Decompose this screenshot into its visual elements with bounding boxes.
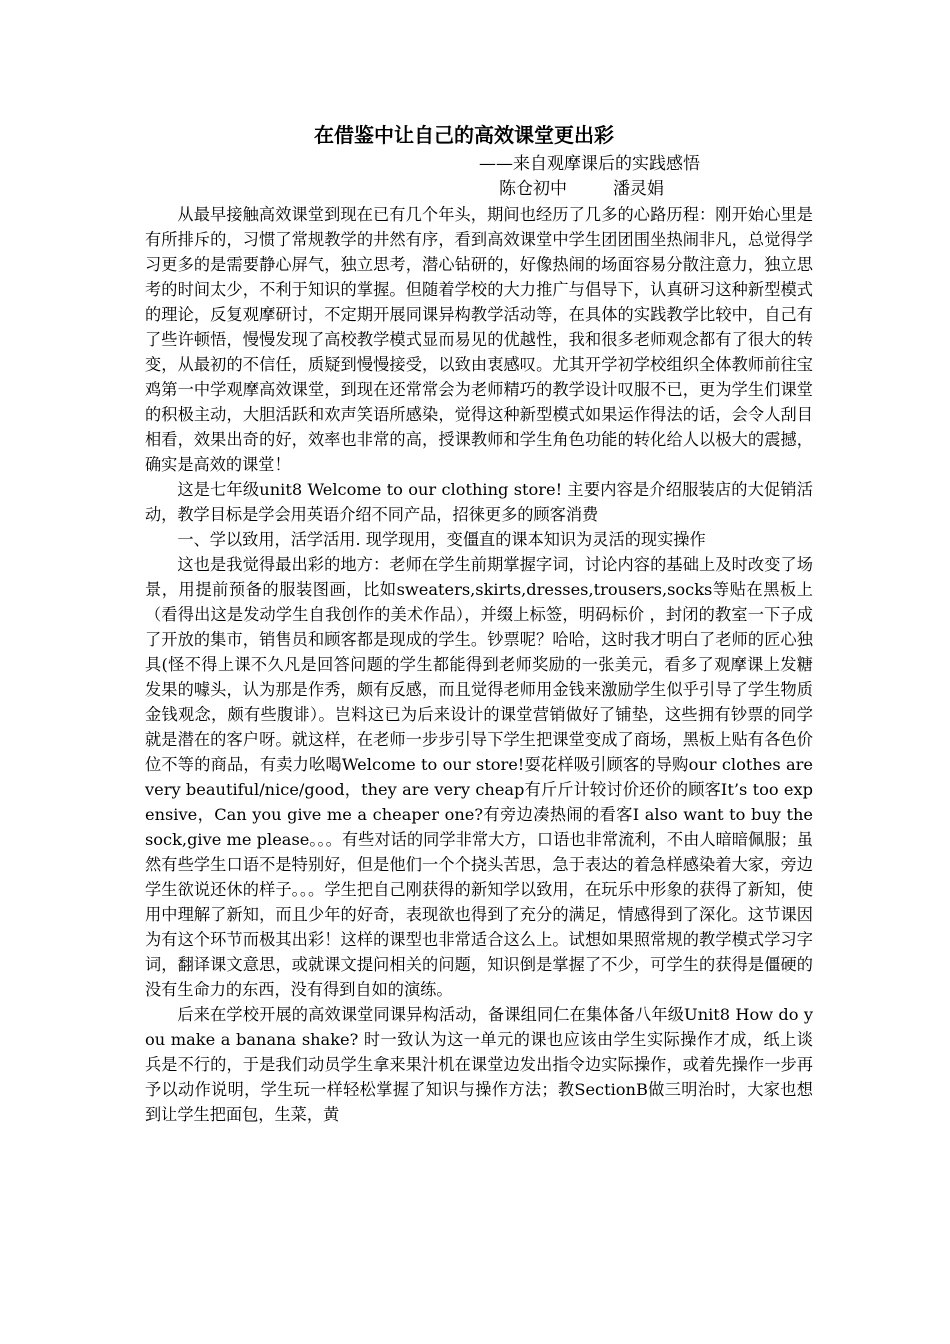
paragraph-section-heading: 一、学以致用，活学活用. 现学现用，变僵直的课本知识为灵活的现实操作 xyxy=(177,530,706,549)
author-name: 潘灵娟 xyxy=(613,179,664,199)
school-name: 陈仓初中 xyxy=(499,179,567,199)
paragraph-intro: 从最早接触高效课堂到现在已有几个年头，期间也经历了几多的心路历程：刚开始心里是有所排斥的，习惯了常规教学的井然有序，看到高效课堂中学生团团围坐热闹非凡，总觉得学习更多的是需要静心屏气，独立思考，潜心钻研的，好像热闹的场面容易分散注意力，独立思考的时间太少，不利于知识的掌握。但随着学校的大力推广与倡导下，认真研习这种新型模式的理论，反复观摩研讨，不定期开展同课异构教学活动等，在具体的实践教学比较中，自己有了些许顿悟，慢慢发现了高校教学模式显而易见的优越性，我和很多老师观念都有了很大的转变，从最初的不信任，质疑到慢慢接受，以致由衷感叹。尤其开学初学校组织全体教师前往宝鸡第一中学观摩高效课堂，到现在还常常会为老师精巧的教学设计叹服不已，更为学生们课堂的积极主动，大胆活跃和欢声笑语所感染，觉得这种新型模式如果运作得法的话，会令人刮目相看，效果出奇的好，效率也非常的高，授课教师和学生角色功能的转化给人以极大的震撼，确实是高效的课堂！ xyxy=(145,205,813,474)
author-line xyxy=(145,177,813,202)
paragraph-highlight: 这也是我觉得最出彩的地方：老师在学生前期掌握字词，讨论内容的基础上及时改变了场景，用提前预备的服装图画，比如sweaters,skirts,dresses,trousers,socks等贴在黑板上（看得出这是发动学生自我创作的美术作品），并缀上标签，明码标价 ，封闭的教室一下子成了开放的集市，销售员和顾客都是现成的学生。钞票呢？哈哈，这时我才明白了老师的匠心独具(怪不得上课不久凡是回答问题的学生都能得到老师奖励的一张美元，看多了观摩课上发糖发果的噱头，认为那是作秀，颇有反感，而且觉得老师用金钱来激励学生似乎引导了学生物质金钱观念，颇有些腹诽）。岂料这已为后来设计的课堂营销做好了铺垫，这些拥有钞票的同学就是潜在的客户呀。就这样，在老师一步步引导下学生把课堂变成了商场，黑板上贴有各色价位不等的商品，有卖力吆喝Welcome to our store!耍花样吸引顾客的导购our clothes are very beautiful/nice/good，they are very cheap有斤斤计较讨价还价的顾客It’s too expensive，Can you give me a cheaper one?有旁边凑热闹的看客I also want to buy the sock,give me please。。。有些对话的同学非常大方，口语也非常流利，不由人暗暗佩服；虽然有些学生口语不是特别好，但是他们一个个挠头苦思，急于表达的着急样感染着大家，旁边学生欲说还休的样子。。。学生把自己刚获得的新知学以致用，在玩乐中形象的获得了新知，使用中理解了新知，而且少年的好奇，表现欲也得到了充分的满足，情感得到了深化。这节课因为有这个环节而极其出彩！这样的课型也非常适合这么上。试想如果照常规的教学模式学习字词，翻译课文意思，或就课文提问相关的问题，知识倒是掌握了不少，可学生的获得是僵硬的没有生命力的东西，没有得到自如的演练。 xyxy=(145,555,813,999)
document-page xyxy=(145,118,813,1127)
paragraph-lesson-intro: 这是七年级unit8 Welcome to our clothing store! 主要内容是介绍服装店的大促销活动，教学目标是学会用英语介绍不同产品，招徕更多的顾客消费 xyxy=(145,480,813,524)
document-title: 在借鉴中让自己的高效课堂更出彩 xyxy=(314,123,614,147)
paragraph-later-activity: 后来在学校开展的高效课堂同课异构活动，备课组同仁在集体备八年级Unit8 How do you make a banana shake? 时一致认为这一单元的课也应该由学生实际操作才成，纸上谈兵是不行的，于是我们动员学生拿来果汁机在课堂边发出指令边实际操作，或着先操作一步再予以动作说明，学生玩一样轻松掌握了知识与操作方法；教SectionB做三明治时，大家也想到让学生把面包，生菜，黄 xyxy=(145,1005,813,1124)
document-subtitle: ——来自观摩课后的实践感悟 xyxy=(479,154,700,174)
